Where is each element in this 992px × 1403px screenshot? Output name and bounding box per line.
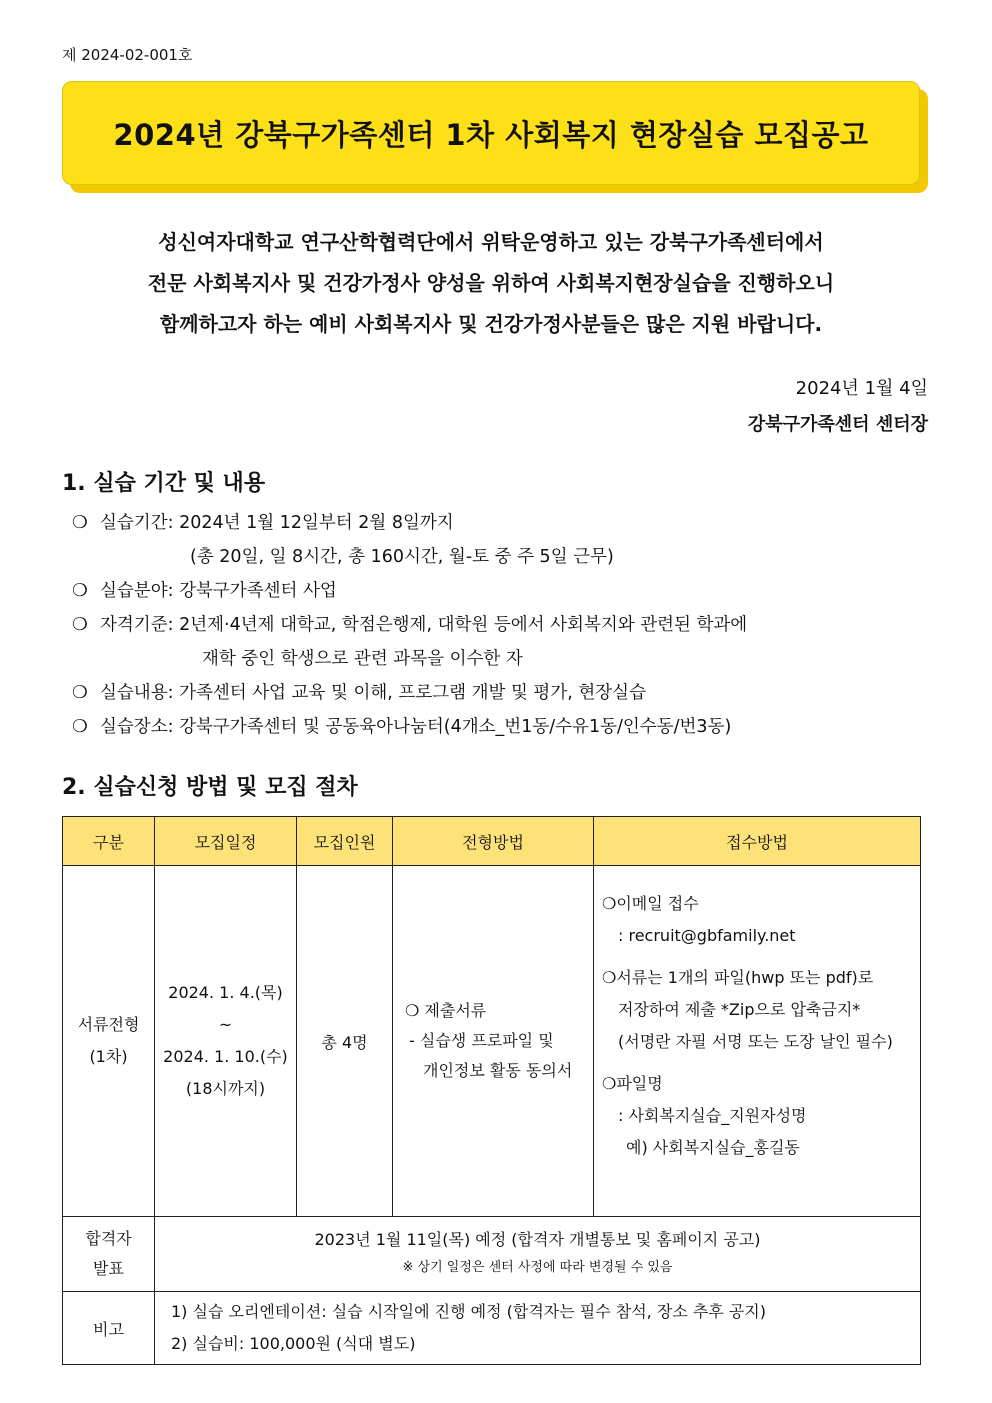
table-row-document-screening [63, 866, 921, 1217]
bullet-icon: ❍ [72, 615, 88, 635]
bullet-icon: ❍ [72, 683, 88, 703]
title-box [62, 81, 920, 185]
list-item-field [72, 574, 942, 608]
header-count: 모집인원 [297, 817, 393, 866]
issuer: 강북구가족센터 센터장 [747, 414, 928, 435]
category-line: 서류전형 [77, 1015, 140, 1034]
list-item-place [72, 710, 942, 744]
email-address: : recruit@gbfamily.net [618, 926, 796, 945]
document-number: 제 2024-02-001호 [62, 46, 193, 64]
remark-line: 1) 실습 오리엔테이션: 실습 시작일에 진행 예정 (합격자는 필수 참석, 장소 추후 공지) [171, 1302, 767, 1321]
list-item-period [72, 506, 942, 540]
page-title: 2024년 강북구가족센터 1차 사회복지 현장실습 모집공고 [113, 117, 869, 152]
schedule-line: 2024. 1. 10.(수) [163, 1047, 288, 1066]
filename-example: 예) 사회복지실습_홍길동 [626, 1138, 800, 1157]
row2-content [155, 1217, 921, 1292]
list-item-qualification [72, 608, 942, 642]
header-schedule: 모집일정 [155, 817, 297, 866]
table-row-remarks [63, 1292, 921, 1365]
schedule-line: ~ [218, 1015, 233, 1034]
place-text: 실습장소: 강북구가족센터 및 공동육아나눔터(4개소_번1동/수유1동/인수동/번3동) [100, 717, 732, 737]
row1-count: 총 4명 [297, 866, 393, 1217]
row2-category [63, 1217, 155, 1292]
category-line: (1차) [89, 1047, 128, 1066]
content-text: 실습내용: 가족센터 사업 교육 및 이해, 프로그램 개발 및 평가, 현장실습 [100, 683, 646, 703]
header-method: 전형방법 [393, 817, 594, 866]
bullet-icon: ❍ [72, 581, 88, 601]
category-line: 발표 [93, 1259, 124, 1278]
row1-schedule [155, 866, 297, 1217]
result-note: ※ 상기 일정은 센터 사정에 따라 변경될 수 있음 [402, 1260, 673, 1275]
header-category: 구분 [63, 817, 155, 866]
method-line: ❍ 제출서류 [405, 1001, 487, 1020]
recruitment-table [62, 816, 921, 1365]
filename-format: : 사회복지실습_지원자성명 [618, 1106, 807, 1125]
result-text: 2023년 1월 11일(목) 예정 (합격자 개별통보 및 홈페이지 공고) [314, 1230, 761, 1249]
list-item-content [72, 676, 942, 710]
period-text: 실습기간: 2024년 1월 12일부터 2월 8일까지 [100, 513, 454, 533]
receive-email-block [602, 888, 920, 952]
bullet-icon: ❍ [72, 717, 88, 737]
remark-line: 2) 실습비: 100,000원 (식대 별도) [171, 1334, 416, 1353]
file-rule-line: (서명란 자필 서명 또는 도장 날인 필수) [618, 1032, 893, 1051]
schedule-line: (18시까지) [185, 1079, 266, 1098]
header-receive: 접수방법 [594, 817, 921, 866]
row1-category [63, 866, 155, 1217]
section1-list [72, 506, 942, 744]
row3-content [155, 1292, 921, 1365]
file-rule-line: 저장하여 제출 *Zip으로 압축금지* [618, 1000, 861, 1019]
period-detail: (총 20일, 일 8시간, 총 160시간, 월-토 중 주 5일 근무) [190, 547, 614, 567]
field-text: 실습분야: 강북구가족센터 사업 [100, 581, 337, 601]
receive-file-block [602, 962, 920, 1058]
qualification-text: 자격기준: 2년제·4년제 대학교, 학점은행제, 대학원 등에서 사회복지와 관련된 학과에 [100, 615, 748, 635]
intro-line: 성신여자대학교 연구산학협력단에서 위탁운영하고 있는 강북구가족센터에서 [158, 230, 824, 254]
row1-method [393, 866, 594, 1217]
intro-line: 전문 사회복지사 및 건강가정사 양성을 위하여 사회복지현장실습을 진행하오니 [147, 271, 835, 295]
intro-line: 함께하고자 하는 예비 사회복지사 및 건강가정사분들은 많은 지원 바랍니다. [159, 312, 823, 336]
row1-receive [594, 866, 921, 1217]
category-line: 합격자 [85, 1229, 132, 1248]
table-row-result [63, 1217, 921, 1292]
method-line: 개인정보 활동 동의서 [423, 1061, 573, 1080]
section1-heading: 1. 실습 기간 및 내용 [62, 471, 266, 496]
file-rule-line: ❍서류는 1개의 파일(hwp 또는 pdf)로 [602, 968, 874, 987]
section2-heading: 2. 실습신청 방법 및 모집 절차 [62, 775, 358, 800]
intro-paragraph [62, 222, 920, 345]
announcement-date: 2024년 1월 4일 [795, 378, 928, 399]
bullet-icon: ❍ [72, 513, 88, 533]
email-title: ❍이메일 접수 [602, 894, 699, 913]
row3-category: 비고 [63, 1292, 155, 1365]
table-header-row [63, 817, 921, 866]
method-line: - 실습생 프로파일 및 [409, 1031, 554, 1050]
receive-filename-block [602, 1068, 920, 1164]
qualification-continued: 재학 중인 학생으로 관련 과목을 이수한 자 [202, 649, 523, 669]
schedule-line: 2024. 1. 4.(목) [168, 983, 283, 1002]
filename-title: ❍파일명 [602, 1074, 663, 1093]
